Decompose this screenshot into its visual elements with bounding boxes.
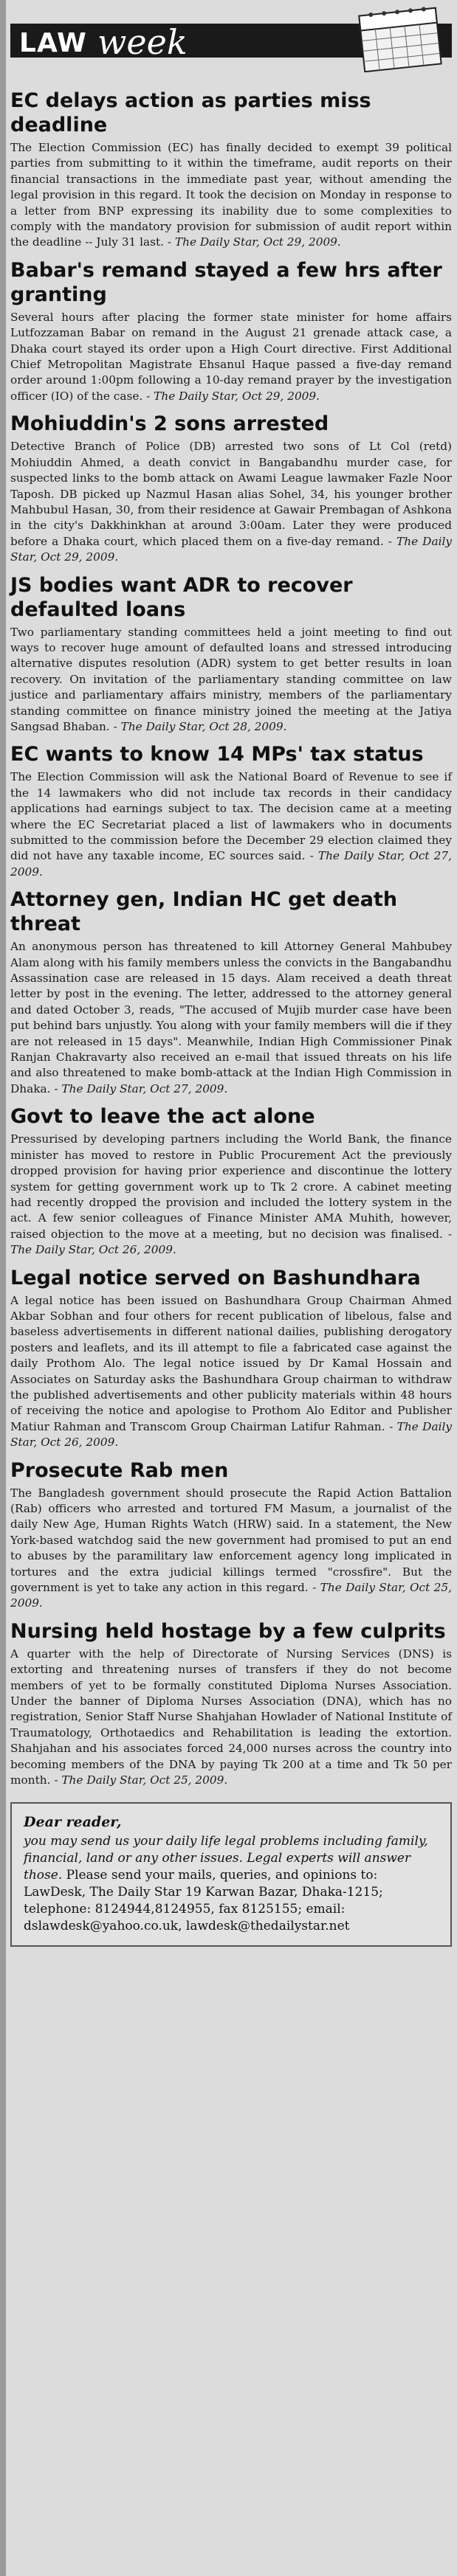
article-headline: Govt to leave the act alone <box>10 1105 315 1129</box>
article-body <box>10 1486 452 1612</box>
article-body <box>10 1293 452 1451</box>
article-death-threat <box>10 887 452 1097</box>
article-text: The Election Commission (EC) has finally decided to exempt 39 political parties from submitting to it within the timeframe, audit reports on their financial transactions in the immediate past year, without amending the legal provision in this regard. It took the decision on Monday in response to a letter from BNP expressing its inability due to some complexities to comply with the mandatory provision for submission of audit report within the deadline -- July 31 last. <box>10 141 452 249</box>
article-ec-tax-status <box>10 742 452 880</box>
article-headline: Babar's remand stayed a few hrs after granting <box>10 258 442 306</box>
article-headline: Legal notice served on Bashundhara <box>10 1266 421 1289</box>
article-body <box>10 439 452 565</box>
article-body <box>10 769 452 880</box>
article-source: - The Daily Star, Oct 27, 2009. <box>10 849 452 879</box>
page-edge-shadow <box>0 0 6 2576</box>
article-body <box>10 310 452 404</box>
article-source: - The Daily Star, Oct 29, 2009. <box>10 534 452 564</box>
article-nursing-hostage <box>10 1619 452 1789</box>
article-source: - The Daily Star, Oct 29, 2009. <box>146 389 320 403</box>
article-source: - The Daily Star, Oct 25, 2009. <box>10 1581 452 1610</box>
reader-notice-box <box>10 1802 452 1947</box>
article-headline: EC delays action as parties miss deadline <box>10 89 371 136</box>
reader-notice-title: Dear reader, <box>24 1813 122 1830</box>
article-text: The Bangladesh government should prosecute the Rapid Action Battalion (Rab) officers who arrested and tortured FM Masum, a journalist of the daily New Age, Human Rights Watch (HRW) said. In a statement, the New York-based watchdog said the new government had promised to put an end to abuses by the paramilitary law enforcement agency long implicated in tortures and the extra judicial killings termed "crossfire". But the government is yet to take any action in this regard. <box>10 1486 452 1595</box>
article-text: Several hours after placing the former state minister for home affairs Lutfozzaman Babar on remand in the August 21 grenade attack case, a Dhaka court stayed its order upon a High Court directive. First Additional Chief Metropolitan Magistrate Ehsanul Haque passed a five-day remand order around 1:00pm following a 10-day remand prayer by the investigation officer (IO) of the case. <box>10 310 452 403</box>
article-headline: EC wants to know 14 MPs' tax status <box>10 743 424 766</box>
article-text: A legal notice has been issued on Bashundhara Group Chairman Ahmed Akbar Sobhan and four others for recent publication of libelous, false and baseless advertisements in different national dailies, publishing derogatory posters and leaflets, and its ill attempt to file a fabricated case against the daily Prothom Alo. The legal notice issued by Dr Kamal Hossain and Associates on Saturday asks the Bashundhara Group chairman to withdraw the published advertisements and other publicity materials within 48 hours of receiving the notice and apologise to Prothom Alo Editor and Publisher Matiur Rahman and Transcom Group Chairman Latifur Rahman. <box>10 1293 452 1433</box>
article-source: - The Daily Star, Oct 26, 2009. <box>10 1419 452 1450</box>
article-headline: Prosecute Rab men <box>10 1458 229 1482</box>
calendar-icon <box>357 4 443 72</box>
article-babar-remand <box>10 258 452 404</box>
article-text: A quarter with the help of Directorate of Nursing Services (DNS) is extorting and threatening nurses of transfers if they do not become members of yet to be formally constituted Diploma Nurses Association. Under the banner of Diploma Nurses Association (DNA), which has no registration, Senior Staff Nurse Shahjahan Howlader of National Institute of Traumatology, Orthotaedics and Rehabilitation is leading the extortion. Shahjahan and his associates forced 24,000 nurses across the country into becoming members of the DNA by paying Tk 200 at a time and Tk 50 per month. <box>10 1647 452 1787</box>
article-body <box>10 140 452 251</box>
law-week-column <box>10 0 452 1947</box>
article-js-bodies-adr <box>10 573 452 735</box>
article-text: Two parliamentary standing committees held a joint meeting to find out ways to recover huge amount of defaulted loans and stressed introducing alternative disputes resolution (ADR) system to get better results in loan recovery. On invitation of the parliamentary standing committee on law justice and parliamentary affairs ministry, members of the parliamentary standing committee on finance ministry joined the meeting at the Jatiya Sangsad Bhaban. <box>10 625 452 733</box>
article-source: - The Daily Star, Oct 26, 2009. <box>10 1227 452 1257</box>
article-source: - The Daily Star, Oct 25, 2009. <box>54 1773 228 1787</box>
article-headline: JS bodies want ADR to recover defaulted loans <box>10 573 353 621</box>
article-mohiuddin-sons <box>10 412 452 565</box>
article-body <box>10 1647 452 1789</box>
article-source: - The Daily Star, Oct 27, 2009. <box>54 1081 228 1095</box>
article-bashundhara-notice <box>10 1266 452 1451</box>
section-title: LAW <box>19 28 87 58</box>
article-body <box>10 1132 452 1258</box>
reader-notice-intro: you may send us your daily life legal problems including family, financial, land or any other issues. Legal experts will answer those. <box>24 1833 428 1883</box>
article-text: An anonymous person has threatened to kill Attorney General Mahbubey Alam along with his family members unless the convicts in the Bangabandhu Assassination case are released in 15 days. Alam received a death threat letter by post in the evening. The letter, addressed to the attorney general and dated October 3, reads, "The accused of Mujib murder case have been put behind bars unjustly. You along with your family members will die if they are not released in 15 days". Meanwhile, Indian High Commissioner Pinak Ranjan Chakravarty also received an e-mail that issued threats on his life and also threatened to make bomb-attack at the Indian High Commission in Dhaka. <box>10 940 452 1095</box>
article-govt-act <box>10 1104 452 1258</box>
section-header <box>10 0 452 89</box>
article-body <box>10 625 452 735</box>
article-headline: Nursing held hostage by a few culprits <box>10 1619 446 1643</box>
article-source: - The Daily Star, Oct 29, 2009. <box>167 235 341 249</box>
article-prosecute-rab <box>10 1458 452 1612</box>
article-source: - The Daily Star, Oct 28, 2009. <box>113 719 287 733</box>
reader-notice-contact: Please send your mails, queries, and opinions to: LawDesk, The Daily Star 19 Karwan Bazar, Dhaka-1215; telephone: 8124944,8124955, fax 8125155; email: dslawdesk@yahoo.co.uk, lawdesk@thedailystar.net <box>24 1867 383 1933</box>
article-headline: Mohiuddin's 2 sons arrested <box>10 412 329 436</box>
article-ec-delays <box>10 89 452 251</box>
section-subtitle: week <box>97 22 188 62</box>
article-text: Detective Branch of Police (DB) arrested two sons of Lt Col (retd) Mohiuddin Ahmed, a death convict in Bangabandhu murder case, for suspected links to the bomb attack on Awami League lawmaker Fazle Noor Taposh. DB picked up Nazmul Hasan alias Sohel, 34, his younger brother Mahbubul Hasan, 30, from their residence at Gawair Prembagan of Ashkona in the city's Dakkhinkhan at around 3:00am. Later they were produced before a Dhaka court, which placed them on a five-day remand. <box>10 440 452 548</box>
article-body <box>10 939 452 1097</box>
reader-notice-text <box>24 1833 439 1935</box>
article-text: The Election Commission will ask the National Board of Revenue to see if the 14 lawmakers who did not include tax records in their candidacy applications had earnings subject to tax. The decision came at a meeting where the EC Secretariat placed a list of lawmakers who in documents submitted to the commission before the December 29 election claimed they did not have any taxable income, EC sources said. <box>10 770 452 863</box>
article-headline: Attorney gen, Indian HC get death threat <box>10 888 398 936</box>
article-text: Pressurised by developing partners including the World Bank, the finance minister has moved to restore in Public Procurement Act the previously dropped provision for having prior experience and discontinue the lottery system for getting government work up to Tk 2 crore. A cabinet meeting had recently dropped the provision and included the lottery system in the act. A few senior colleagues of Finance Minister AMA Muhith, however, raised objection to the move at a meeting, but no decision was finalised. <box>10 1132 452 1241</box>
